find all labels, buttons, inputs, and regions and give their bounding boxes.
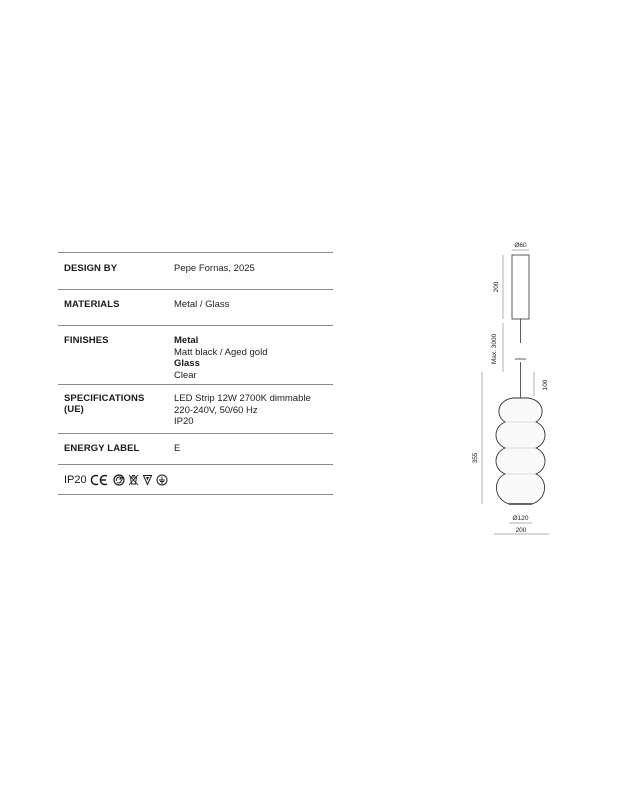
spec-line-3: IP20: [174, 416, 194, 427]
finish-glass-title: Glass: [174, 358, 200, 369]
recycle-icon: [113, 474, 125, 486]
specifications-value: [174, 393, 311, 428]
design-by-value: Pepe Fornas, 2025: [174, 263, 255, 274]
row-finishes: [58, 325, 333, 384]
dimmable-icon: [142, 474, 153, 486]
neck-height-label: 100: [542, 379, 549, 391]
row-certifications: [58, 464, 333, 495]
row-energy-label: [58, 433, 333, 464]
energy-label-label: ENERGY LABEL: [64, 443, 140, 454]
finishes-label: FINISHES: [64, 335, 109, 346]
certification-strip: [64, 474, 168, 486]
materials-value: Metal / Glass: [174, 299, 230, 310]
row-design-by: [58, 252, 333, 289]
finish-metal-value: Matt black / Aged gold: [174, 346, 268, 358]
weee-bin-icon: [128, 474, 139, 486]
finishes-value: [174, 335, 267, 381]
class-ground-icon: [156, 474, 168, 486]
finish-glass-value: Clear: [174, 369, 197, 381]
spec-line-2: 220-240V, 50/60 Hz: [174, 404, 258, 416]
canopy-height-label: 200: [493, 281, 500, 293]
specs-table: [58, 252, 333, 495]
glass-body-outline: [496, 398, 545, 504]
ip-rating-text: IP20: [64, 474, 87, 486]
canopy-diameter-label: Ø60: [514, 242, 527, 249]
base-diameter-label: Ø120: [512, 515, 529, 522]
specifications-label-line2: (UE): [64, 404, 84, 415]
total-width-label: 200: [515, 527, 527, 534]
energy-label-value: E: [174, 443, 181, 454]
row-specifications: [58, 384, 333, 433]
canopy-outline: [512, 255, 529, 319]
technical-drawing: [470, 236, 565, 540]
total-height-label: 355: [472, 452, 479, 464]
specifications-label-line1: SPECIFICATIONS: [64, 393, 145, 404]
ce-mark-icon: [90, 474, 110, 486]
materials-label: MATERIALS: [64, 299, 120, 310]
spec-line-1: LED Strip 12W 2700K dimmable: [174, 393, 311, 404]
design-by-label: DESIGN BY: [64, 263, 118, 274]
row-materials: [58, 289, 333, 325]
cable-length-label: Max. 3000: [491, 333, 498, 365]
specifications-label: [64, 393, 144, 415]
finish-metal-title: Metal: [174, 335, 199, 346]
